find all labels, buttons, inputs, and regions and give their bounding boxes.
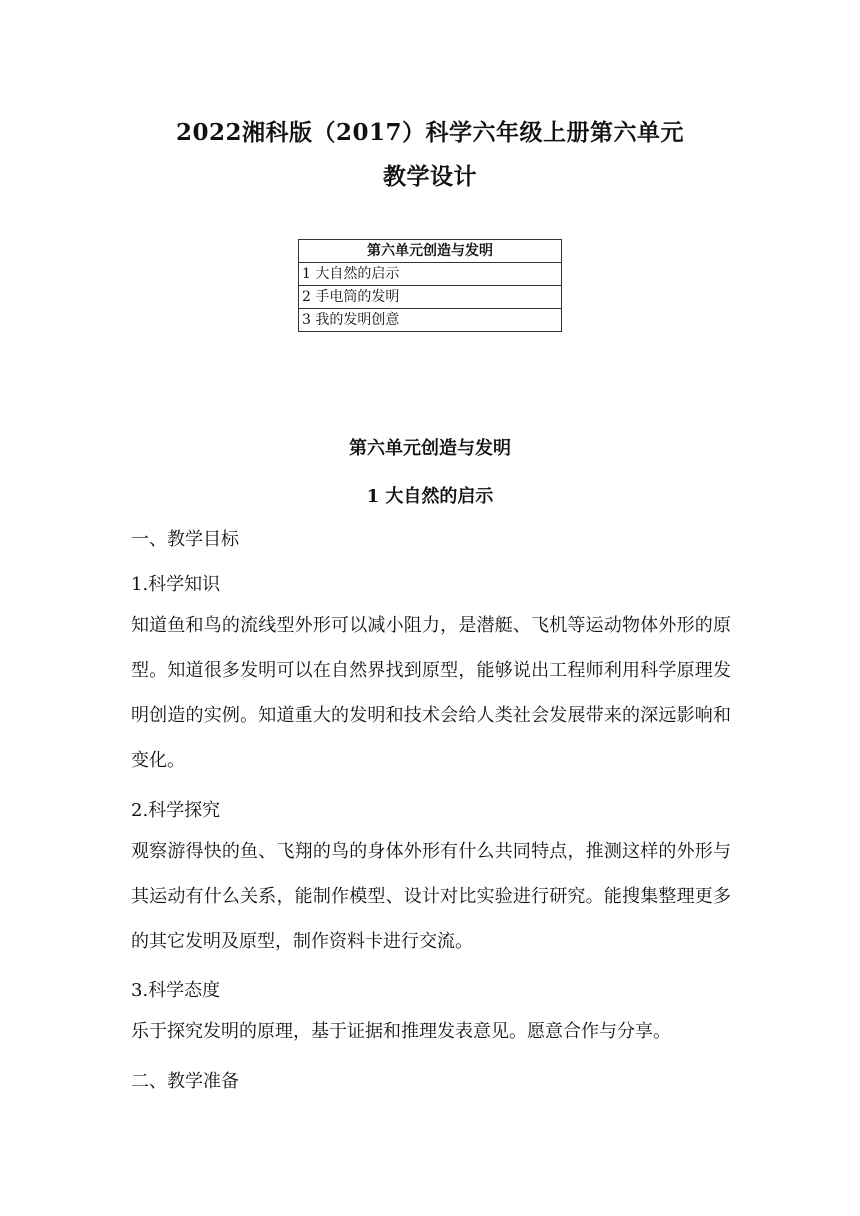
unit-contents-table bbox=[298, 239, 562, 332]
section-heading-preparation: 二、教学准备 bbox=[131, 1071, 239, 1092]
table-cell: 2 手电筒的发明 bbox=[299, 286, 562, 309]
table-header-row bbox=[299, 240, 562, 263]
paragraph-attitude: 乐于探究发明的原理，基于证据和推理发表意见。愿意合作与分享。 bbox=[131, 1021, 671, 1042]
document-title-line-1: 2022湘科版（2017）科学六年级上册第六单元 bbox=[175, 119, 685, 146]
paragraph-knowledge: 知道鱼和鸟的流线型外形可以减小阻力，是潜艇、飞机等运动物体外形的原型。知道很多发明可以在自然界找到原型，能够说出工程师利用科学原理发明创造的实例。知道重大的发明和技术会给人类社会发展带来的深远影响和变化。 bbox=[131, 615, 731, 771]
subheading-knowledge: 1.科学知识 bbox=[131, 574, 221, 595]
table-row bbox=[299, 263, 562, 286]
document-title-line-2: 教学设计 bbox=[383, 163, 477, 190]
subheading-inquiry: 2.科学探究 bbox=[131, 800, 221, 821]
section-heading-objectives: 一、教学目标 bbox=[131, 529, 239, 550]
subheading-attitude: 3.科学态度 bbox=[131, 980, 221, 1001]
table-cell: 1 大自然的启示 bbox=[299, 263, 562, 286]
unit-heading: 第六单元创造与发明 bbox=[349, 438, 511, 459]
table-row bbox=[299, 286, 562, 309]
paragraph-inquiry: 观察游得快的鱼、飞翔的鸟的身体外形有什么共同特点，推测这样的外形与其运动有什么关系，能制作模型、设计对比实验进行研究。能搜集整理更多的其它发明及原型，制作资料卡进行交流。 bbox=[131, 841, 731, 952]
table-header-cell: 第六单元创造与发明 bbox=[299, 240, 562, 263]
table-cell: 3 我的发明创意 bbox=[299, 309, 562, 332]
table-row bbox=[299, 309, 562, 332]
lesson-heading: 1 大自然的启示 bbox=[366, 486, 494, 507]
